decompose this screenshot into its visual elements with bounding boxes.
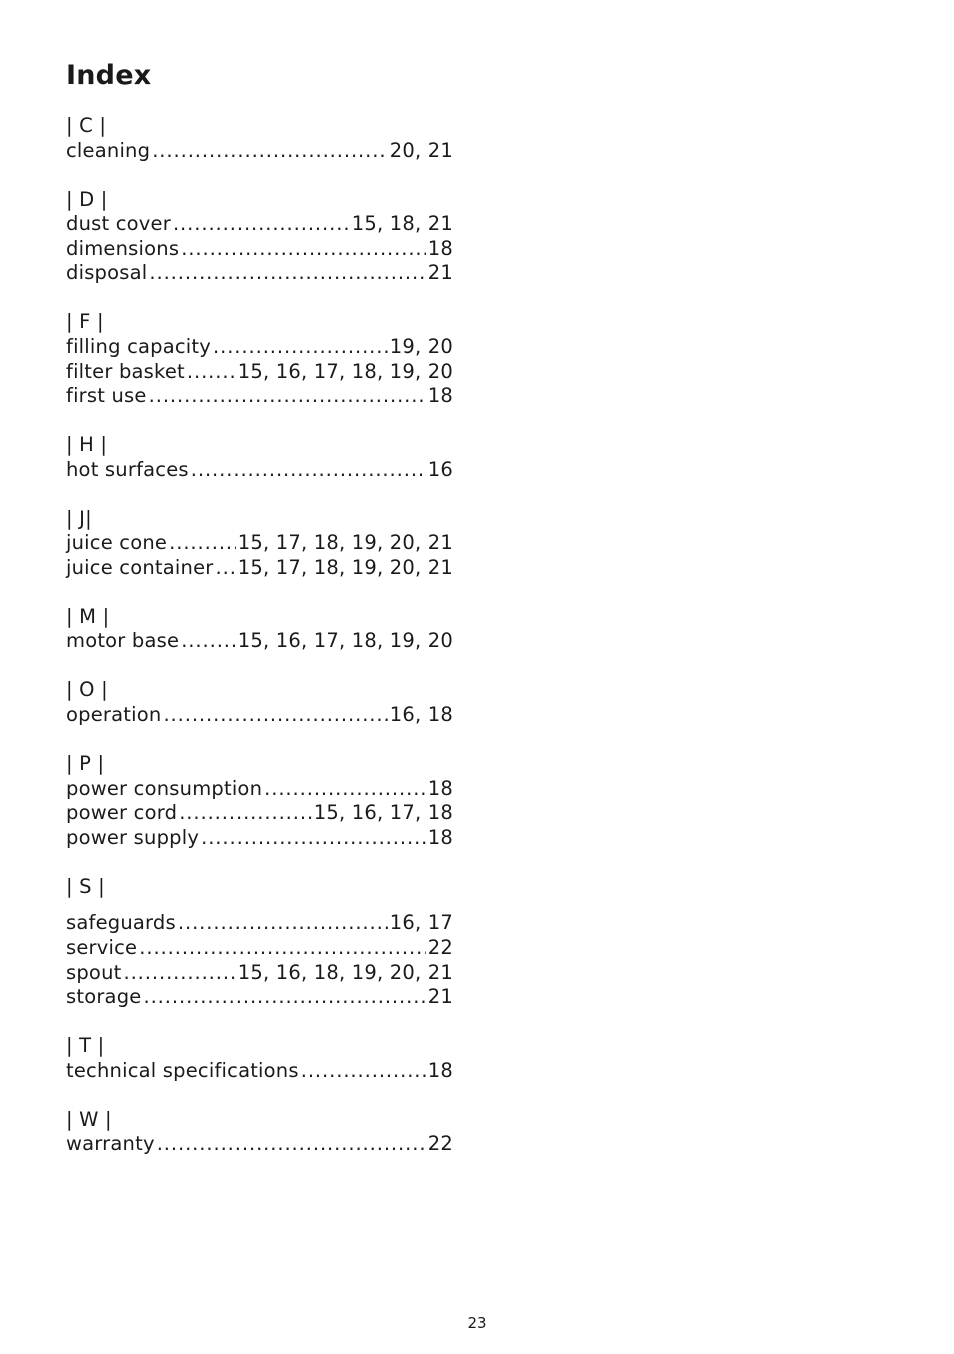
leader-dots: [201, 826, 426, 851]
entry-pages: 16, 18: [389, 703, 453, 727]
entry-pages: 19, 20: [389, 334, 453, 358]
entry-term: spout: [66, 960, 122, 984]
index-section-p: [66, 752, 453, 850]
section-letter: | M |: [66, 604, 110, 628]
entry-pages: 18: [427, 776, 453, 800]
entry-term: power consumption: [66, 776, 263, 800]
leader-dots: [139, 936, 426, 961]
leader-dots: [149, 384, 426, 409]
entry-pages: 18: [427, 384, 453, 408]
index-entry: [66, 212, 453, 237]
entry-term: filter basket: [66, 359, 185, 383]
entry-pages: 20, 21: [389, 138, 453, 162]
entry-pages: 18: [427, 1058, 453, 1082]
entry-pages: 22: [427, 935, 453, 959]
section-letter: | J|: [66, 506, 92, 530]
leader-dots: [163, 703, 387, 728]
index-section-s: [66, 875, 453, 1010]
index-title: Index: [66, 60, 152, 91]
index-entry: [66, 531, 453, 556]
entry-pages: 15, 16, 18, 19, 20, 21: [237, 960, 453, 984]
entry-pages: 15, 16, 17, 18, 19, 20: [237, 359, 453, 383]
entry-pages: 15, 16, 17, 18, 19, 20: [237, 629, 453, 653]
section-letter: | S |: [66, 874, 105, 898]
entry-pages: 15, 17, 18, 19, 20, 21: [237, 555, 453, 579]
leader-dots: [264, 777, 426, 802]
entry-pages: 16, 17: [389, 911, 453, 935]
leader-dots: [152, 139, 388, 164]
index-entry: [66, 911, 453, 936]
index-entry: [66, 985, 453, 1010]
leader-dots: [143, 985, 425, 1010]
index-entry: [66, 458, 453, 483]
index-entry: [66, 1059, 453, 1084]
leader-dots: [216, 556, 236, 581]
entry-pages: 15, 17, 18, 19, 20, 21: [237, 531, 453, 555]
leader-dots: [179, 801, 312, 826]
leader-dots: [157, 1132, 426, 1157]
entry-term: disposal: [66, 261, 148, 285]
entry-term: juice container: [66, 555, 214, 579]
entry-pages: 18: [427, 825, 453, 849]
index-entry: [66, 237, 453, 262]
section-letter: | C |: [66, 114, 107, 137]
leader-dots: [149, 261, 425, 286]
index-entry: [66, 936, 453, 961]
leader-dots: [191, 458, 426, 483]
entry-term: safeguards: [66, 911, 176, 935]
index-section-m: [66, 605, 453, 654]
entry-pages: 18: [427, 236, 453, 260]
entry-pages: 21: [427, 261, 453, 285]
leader-dots: [169, 531, 236, 556]
index-entry: [66, 360, 453, 385]
entry-term: dust cover: [66, 212, 171, 236]
entry-pages: 15, 16, 17, 18: [313, 801, 453, 825]
index-entry: [66, 261, 453, 286]
entry-term: dimensions: [66, 236, 180, 260]
entry-term: warranty: [66, 1132, 155, 1156]
leader-dots: [178, 911, 388, 936]
index-section-w: [66, 1108, 453, 1157]
entry-term: hot surfaces: [66, 457, 189, 481]
entry-term: operation: [66, 703, 162, 727]
leader-dots: [181, 629, 236, 654]
index-entry: [66, 703, 453, 728]
index-entry: [66, 335, 453, 360]
entry-term: power supply: [66, 825, 200, 849]
section-letter: | T |: [66, 1034, 105, 1058]
entry-pages: 22: [427, 1132, 453, 1156]
section-letter: | D |: [66, 187, 108, 211]
index-section-t: [66, 1034, 453, 1083]
leader-dots: [187, 360, 236, 385]
leader-dots: [123, 961, 235, 986]
section-letter: | H |: [66, 433, 108, 457]
entry-pages: 21: [427, 985, 453, 1009]
section-letter: | F |: [66, 310, 104, 334]
index-section-d: [66, 188, 453, 286]
index-entry: [66, 139, 453, 164]
entry-term: storage: [66, 985, 142, 1009]
entry-pages: 16: [427, 457, 453, 481]
index-section-o: [66, 678, 453, 727]
leader-dots: [301, 1059, 426, 1084]
index-entry: [66, 826, 453, 851]
index-entry: [66, 777, 453, 802]
index-entry: [66, 556, 453, 581]
entry-term: filling capacity: [66, 334, 211, 358]
index-entry: [66, 1132, 453, 1157]
index-section-c: [66, 114, 453, 163]
section-letter: | O |: [66, 678, 108, 702]
entry-term: service: [66, 935, 138, 959]
index-entry: [66, 801, 453, 826]
entry-term: motor base: [66, 629, 180, 653]
entry-term: juice cone: [66, 531, 168, 555]
leader-dots: [173, 212, 350, 237]
page-number: 23: [467, 1314, 487, 1332]
index-section-j: [66, 507, 453, 581]
index-entry: [66, 384, 453, 409]
entry-term: cleaning: [66, 138, 151, 162]
section-letter: | W |: [66, 1107, 112, 1131]
leader-dots: [181, 237, 426, 262]
index-section-f: [66, 310, 453, 408]
leader-dots: [213, 335, 388, 360]
entry-term: power cord: [66, 801, 178, 825]
index-section-h: [66, 433, 453, 482]
entry-term: technical specifications: [66, 1058, 299, 1082]
entry-term: first use: [66, 384, 147, 408]
entry-pages: 15, 18, 21: [351, 212, 453, 236]
section-letter: | P |: [66, 752, 105, 776]
index-entry: [66, 961, 453, 986]
index-entry: [66, 629, 453, 654]
index-list: [66, 114, 453, 1181]
